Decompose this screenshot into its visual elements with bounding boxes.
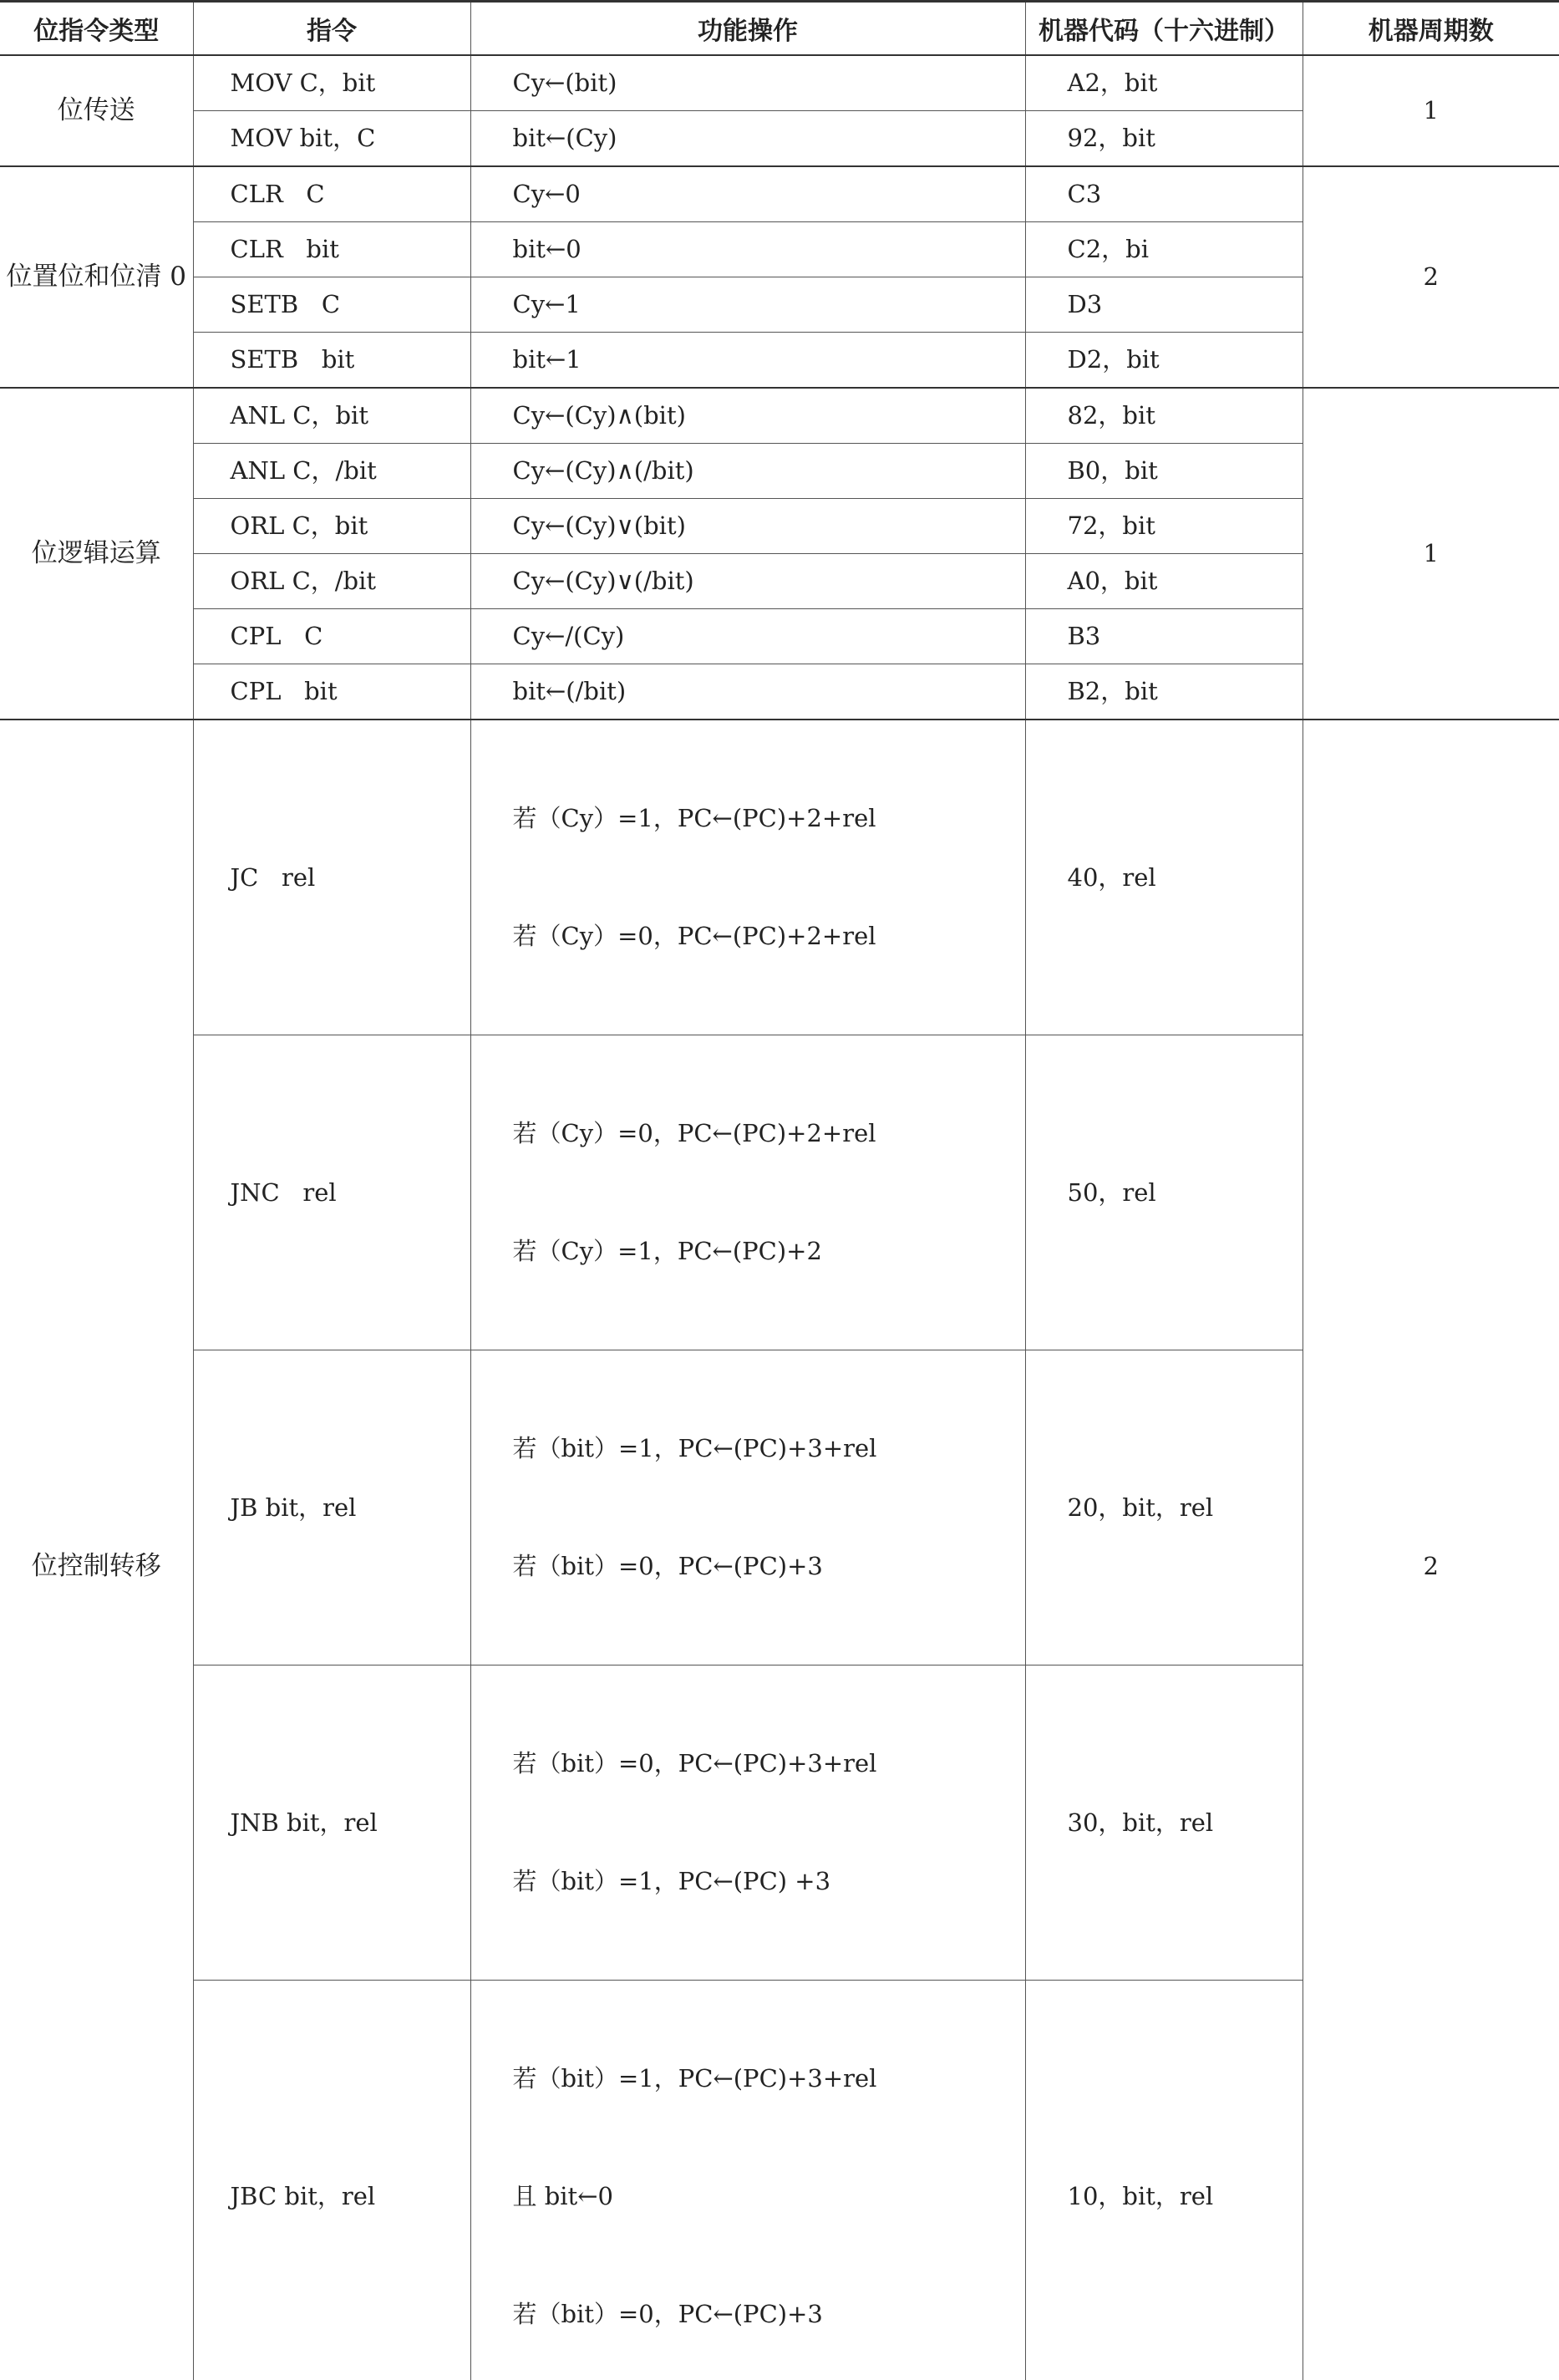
table-row xyxy=(0,166,1559,222)
instruction-cell: JB bit，rel xyxy=(193,1350,470,1665)
category-cell: 位控制转移 xyxy=(0,720,193,2380)
header-category: 位指令类型 xyxy=(0,2,193,56)
machine-code-cell: 72，bit xyxy=(1025,499,1303,554)
operation-line: Cy←/(Cy) xyxy=(513,617,1025,656)
instruction-cell: JBC bit，rel xyxy=(193,1981,470,2380)
operation-line: 若（bit）=1，PC←(PC) +3 xyxy=(513,1862,1025,1901)
operation-cell xyxy=(470,1350,1025,1665)
instruction-cell: CLR C xyxy=(193,166,470,222)
operation-line: bit←(/bit) xyxy=(513,672,1025,711)
operation-line: 若（Cy）=0，PC←(PC)+2+rel xyxy=(513,917,1025,956)
operation-cell xyxy=(470,499,1025,554)
table-body xyxy=(0,55,1559,2380)
operation-cell xyxy=(470,720,1025,1035)
machine-code-cell: D2，bit xyxy=(1025,333,1303,389)
header-cycles: 机器周期数 xyxy=(1303,2,1559,56)
machine-code-cell: 30，bit，rel xyxy=(1025,1665,1303,1981)
table-row xyxy=(0,720,1559,1035)
instruction-cell: SETB bit xyxy=(193,333,470,389)
instruction-cell: ORL C，/bit xyxy=(193,554,470,609)
operation-cell xyxy=(470,333,1025,389)
instruction-cell: JNC rel xyxy=(193,1035,470,1350)
operation-cell xyxy=(470,664,1025,720)
operation-cell xyxy=(470,444,1025,499)
header-machine-code: 机器代码（十六进制） xyxy=(1025,2,1303,56)
machine-code-cell: B0，bit xyxy=(1025,444,1303,499)
machine-code-cell: 92，bit xyxy=(1025,111,1303,167)
operation-line: 若（bit）=0，PC←(PC)+3 xyxy=(513,2295,1025,2334)
instruction-cell: ORL C，bit xyxy=(193,499,470,554)
operation-line: 若（bit）=0，PC←(PC)+3+rel xyxy=(513,1744,1025,1783)
category-cell: 位传送 xyxy=(0,55,193,166)
machine-code-cell: A2，bit xyxy=(1025,55,1303,111)
operation-line: 若（bit）=0，PC←(PC)+3 xyxy=(513,1547,1025,1586)
operation-line: 若（Cy）=1，PC←(PC)+2 xyxy=(513,1232,1025,1271)
operation-cell xyxy=(470,1981,1025,2380)
cycles-cell: 1 xyxy=(1303,55,1559,166)
operation-line: Cy←(Cy)∧(bit) xyxy=(513,396,1025,435)
machine-code-cell: 82，bit xyxy=(1025,388,1303,444)
operation-line: Cy←0 xyxy=(513,175,1025,214)
operation-line: 且 bit←0 xyxy=(513,2177,1025,2216)
machine-code-cell: 20，bit，rel xyxy=(1025,1350,1303,1665)
instruction-cell: ANL C，bit xyxy=(193,388,470,444)
instruction-cell: MOV bit，C xyxy=(193,111,470,167)
instruction-cell: CPL C xyxy=(193,609,470,664)
machine-code-cell: 50，rel xyxy=(1025,1035,1303,1350)
operation-line: bit←(Cy) xyxy=(513,119,1025,158)
instruction-cell: ANL C，/bit xyxy=(193,444,470,499)
table-row xyxy=(0,55,1559,111)
machine-code-cell: 40，rel xyxy=(1025,720,1303,1035)
operation-line: Cy←(Cy)∨(bit) xyxy=(513,506,1025,546)
machine-code-cell: B2，bit xyxy=(1025,664,1303,720)
cycles-cell: 2 xyxy=(1303,166,1559,388)
operation-line: 若（bit）=1，PC←(PC)+3+rel xyxy=(513,1429,1025,1468)
instruction-cell: MOV C，bit xyxy=(193,55,470,111)
operation-line: bit←0 xyxy=(513,230,1025,269)
table-header xyxy=(0,2,1559,56)
machine-code-cell: C2，bi xyxy=(1025,222,1303,277)
operation-cell xyxy=(470,388,1025,444)
operation-line: Cy←1 xyxy=(513,285,1025,324)
instruction-cell: SETB C xyxy=(193,277,470,333)
operation-cell xyxy=(470,1035,1025,1350)
operation-line: Cy←(Cy)∨(/bit) xyxy=(513,562,1025,601)
instruction-cell: JC rel xyxy=(193,720,470,1035)
operation-cell xyxy=(470,277,1025,333)
category-cell: 位逻辑运算 xyxy=(0,388,193,720)
instruction-cell: CLR bit xyxy=(193,222,470,277)
operation-line: 若（Cy）=1，PC←(PC)+2+rel xyxy=(513,799,1025,838)
cycles-cell: 1 xyxy=(1303,388,1559,720)
header-row xyxy=(0,2,1559,56)
operation-cell xyxy=(470,222,1025,277)
cycles-cell: 2 xyxy=(1303,720,1559,2380)
operation-cell xyxy=(470,166,1025,222)
operation-line: 若（bit）=1，PC←(PC)+3+rel xyxy=(513,2059,1025,2098)
machine-code-cell: A0，bit xyxy=(1025,554,1303,609)
operation-cell xyxy=(470,111,1025,167)
header-instruction: 指令 xyxy=(193,2,470,56)
operation-line: Cy←(Cy)∧(/bit) xyxy=(513,451,1025,491)
machine-code-cell: C3 xyxy=(1025,166,1303,222)
operation-cell xyxy=(470,609,1025,664)
header-operation: 功能操作 xyxy=(470,2,1025,56)
machine-code-cell: B3 xyxy=(1025,609,1303,664)
operation-line: 若（Cy）=0，PC←(PC)+2+rel xyxy=(513,1114,1025,1153)
operation-line: bit←1 xyxy=(513,340,1025,379)
instruction-cell: JNB bit，rel xyxy=(193,1665,470,1981)
operation-cell xyxy=(470,55,1025,111)
category-cell: 位置位和位清 0 xyxy=(0,166,193,388)
operation-line: Cy←(bit) xyxy=(513,64,1025,103)
table-row xyxy=(0,388,1559,444)
operation-cell xyxy=(470,1665,1025,1981)
machine-code-cell: 10，bit，rel xyxy=(1025,1981,1303,2380)
machine-code-cell: D3 xyxy=(1025,277,1303,333)
instruction-cell: CPL bit xyxy=(193,664,470,720)
operation-cell xyxy=(470,554,1025,609)
